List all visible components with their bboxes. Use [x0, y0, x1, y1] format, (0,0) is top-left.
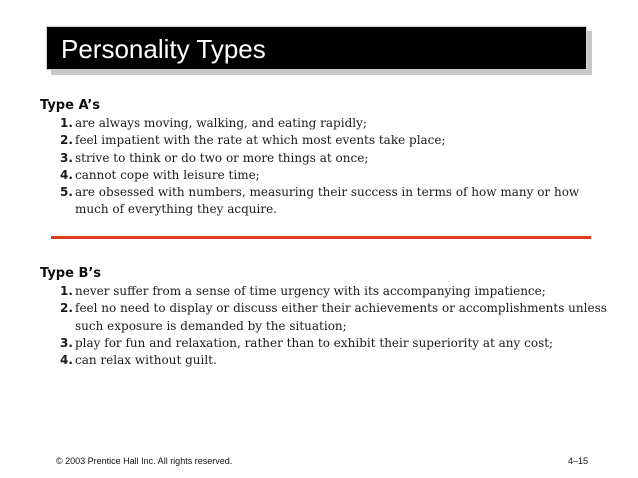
item-number: 1. — [60, 116, 73, 130]
item-number: 5. — [60, 185, 73, 200]
type-b-section — [40, 265, 610, 369]
item-text: can relax without guilt. — [75, 353, 217, 368]
item-number: 1. — [60, 284, 73, 298]
list-item — [40, 132, 610, 149]
list-item — [40, 335, 610, 352]
type-b-list — [40, 283, 610, 369]
list-item — [40, 283, 610, 300]
item-text: are always moving, walking, and eating rapidly; — [75, 116, 367, 130]
item-number: 2. — [60, 301, 73, 316]
list-item — [40, 167, 610, 184]
type-a-list — [40, 115, 610, 219]
item-text: cannot cope with leisure time; — [75, 167, 260, 182]
title-bar — [46, 26, 587, 70]
list-item — [40, 352, 610, 369]
type-b-heading: Type B’s — [40, 266, 102, 281]
item-number: 3. — [60, 335, 73, 350]
copyright-notice: © 2003 Prentice Hall Inc. All rights reserved. — [56, 456, 233, 466]
item-text: strive to think or do two or more things at once; — [75, 150, 369, 165]
item-number: 2. — [60, 133, 73, 148]
item-text: are obsessed with numbers, measuring their success in terms of how many or how much of everything they acquire. — [75, 185, 580, 217]
item-number: 3. — [60, 150, 73, 165]
list-item — [40, 115, 610, 132]
item-text: play for fun and relaxation, rather than to exhibit their superiority at any cost; — [75, 335, 554, 350]
list-item — [40, 300, 610, 335]
type-a-heading: Type A’s — [40, 98, 100, 113]
item-text: never suffer from a sense of time urgency with its accompanying impatience; — [75, 284, 546, 298]
list-item — [40, 184, 610, 219]
item-number: 4. — [60, 167, 73, 182]
page-number: 4–15 — [567, 456, 588, 466]
list-item — [40, 150, 610, 167]
item-text: feel impatient with the rate at which most events take place; — [75, 133, 446, 148]
item-number: 4. — [60, 353, 73, 368]
section-divider — [51, 236, 591, 239]
type-a-section — [40, 97, 610, 219]
slide-title: Personality Types — [61, 34, 266, 64]
item-text: feel no need to display or discuss either their achievements or accomplishments unless such exposure is demanded by the situation; — [75, 301, 607, 333]
